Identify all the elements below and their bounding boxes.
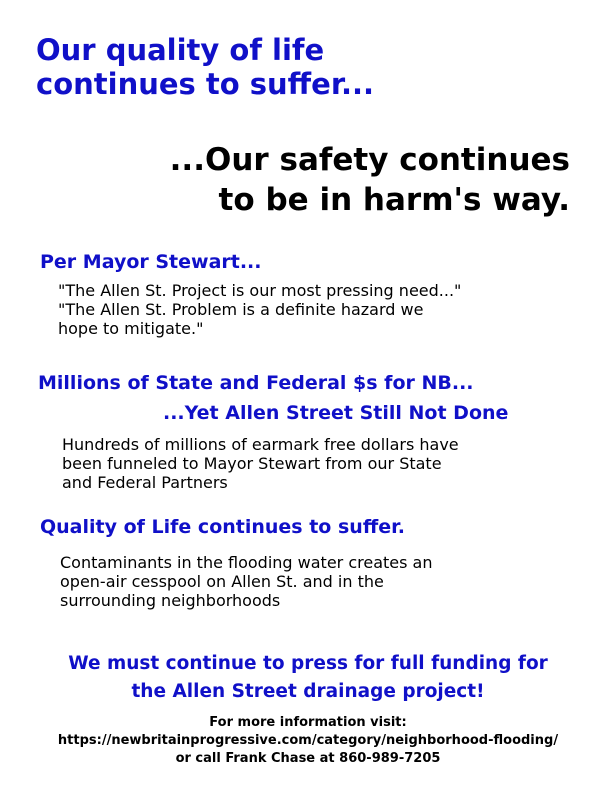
call-to-action-line-1: We must continue to press for full funding for [68,653,548,674]
body-line: open-air cesspool on Allen St. and in the [60,572,384,591]
footer-contact: or call Frank Chase at 860-989-7205 [175,751,441,766]
call-to-action-line-2: the Allen Street drainage project! [131,681,485,702]
footer-url-link[interactable]: https://newbritainprogressive.com/category/neighborhood-flooding/ [57,733,559,748]
subheadline-line-1: ...Our safety continues [169,142,570,178]
section-quality-body [60,553,432,610]
body-line: Contaminants in the flooding water creates an [60,553,433,572]
subheadline-line-2: to be in harm's way. [218,182,570,218]
body-line: been funneled to Mayor Stewart from our State [62,454,442,473]
headline-line-2: continues to suffer... [36,67,375,101]
section-mayor-title: Per Mayor Stewart... [40,251,262,273]
section-funding-body [62,435,459,492]
section-funding-subtitle: ...Yet Allen Street Still Not Done [163,402,509,424]
section-quality-title: Quality of Life continues to suffer. [40,516,405,538]
footer-intro: For more information visit: [209,715,407,730]
footer [0,714,616,768]
quote-line: "The Allen St. Problem is a definite hazard we [58,300,424,319]
section-funding-title: Millions of State and Federal $s for NB... [38,372,474,394]
quote-line: "The Allen St. Project is our most pressing need..." [58,281,462,300]
body-line: surrounding neighborhoods [60,591,281,610]
call-to-action [0,650,616,706]
subheadline [170,140,570,220]
headline [36,33,374,101]
headline-line-1: Our quality of life [36,33,325,67]
section-mayor-quotes [58,281,461,338]
quote-line: hope to mitigate." [58,319,204,338]
body-line: Hundreds of millions of earmark free dollars have [62,435,459,454]
body-line: and Federal Partners [62,473,228,492]
